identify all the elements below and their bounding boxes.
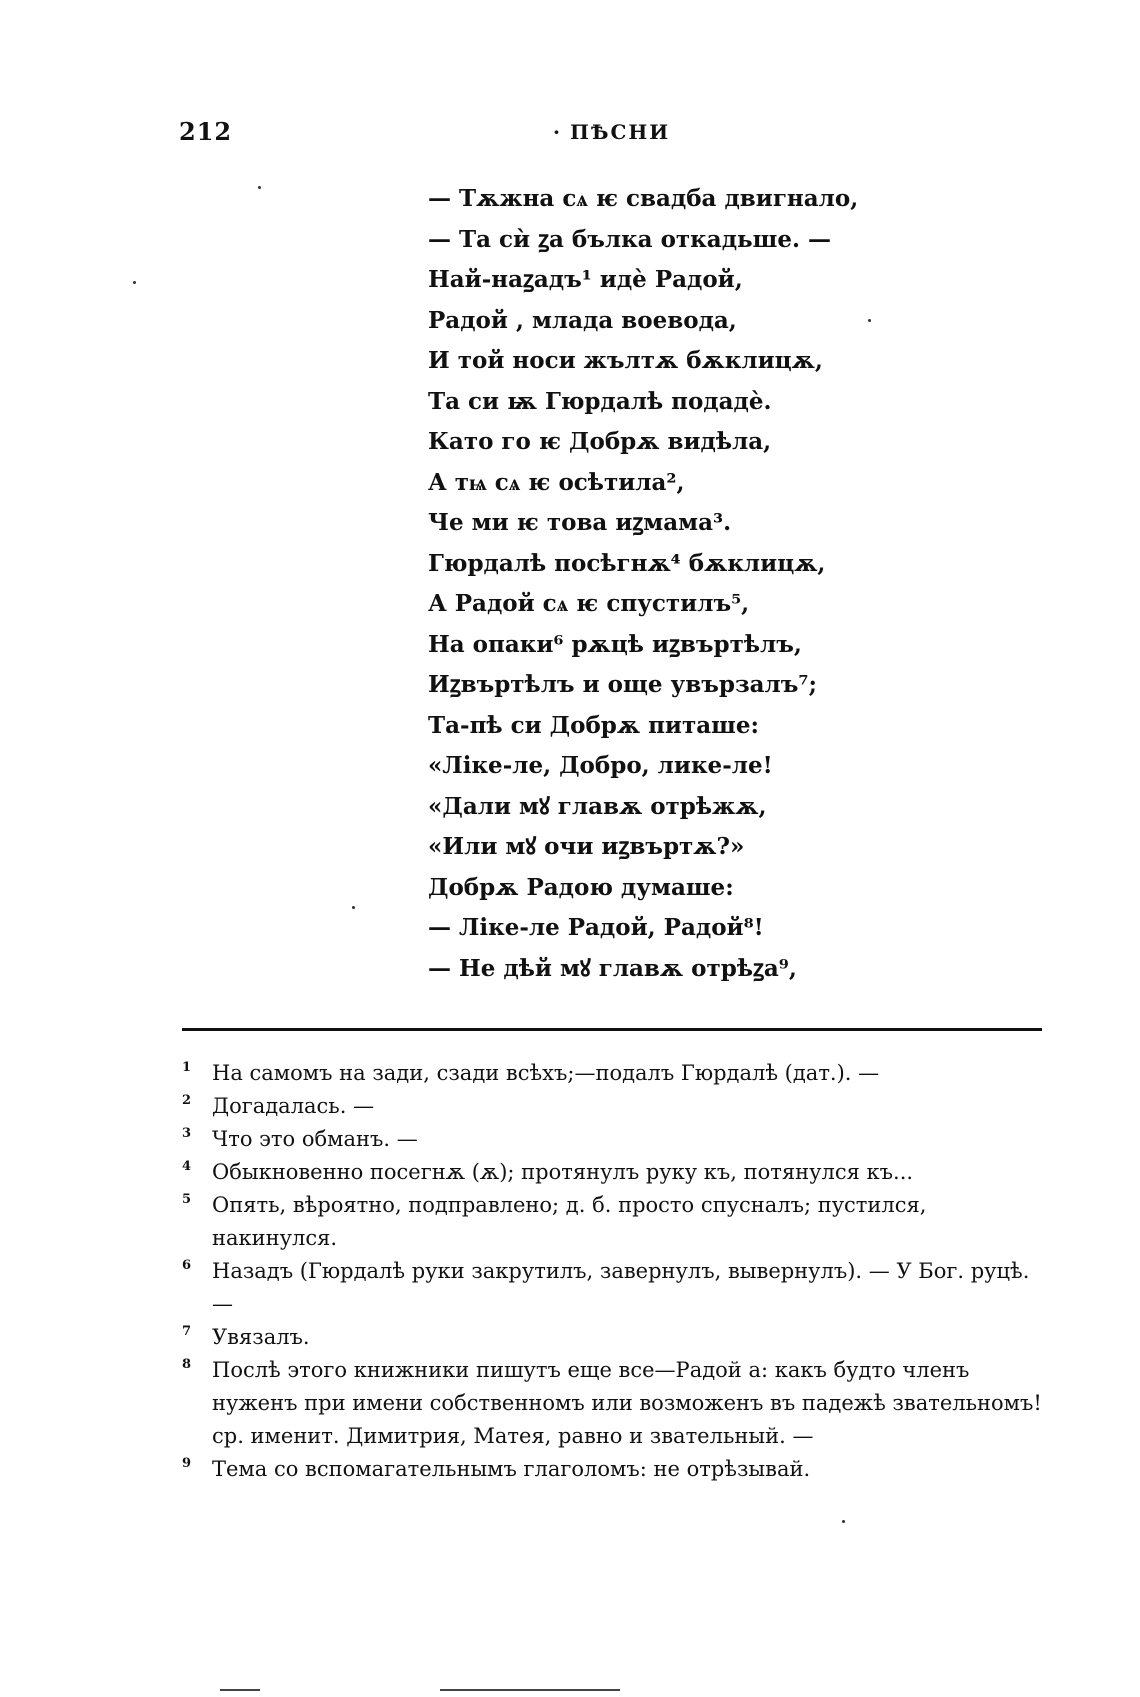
print-speck [868,319,871,322]
footnote-item [182,1354,1042,1453]
print-speck [133,281,136,284]
footnotes-block [182,1057,1042,1486]
footnote-item [182,1057,1042,1090]
footnote-number: 3 [182,1126,192,1141]
verse-line: Та-пѣ си Добрѫ питаше: [428,711,759,739]
footnote-number: 1 [182,1060,192,1075]
verse-line: «Ліке-ле, Добро, лике-ле! [428,752,773,779]
footnote-text: Назадъ (Гюрдалѣ руки закрутилъ, завернулъ, вывернулъ). — У Бог. руцѣ. — [212,1259,1030,1316]
poem-block [428,179,948,989]
footnote-number: 2 [182,1093,192,1108]
footnote-text: Что это обманъ. — [212,1127,418,1151]
verse-line: И той носи жълтѫ бѫклицѫ, [428,347,823,374]
print-speck [258,186,261,189]
verse-line: На опаки⁶ рѫцѣ иꙁвъртѣлъ, [428,630,802,658]
footnote-text: Обыкновенно посегнѫ (ѫ); протянулъ руку къ, потянулся къ... [212,1160,914,1184]
verse-line: — Тѫжна сѧ ѥ свадба двигнало, [428,185,859,212]
footnote-text: Послѣ этого книжники пишутъ еще все—Радой а: какъ будто членъ нуженъ при имени собственномъ или возможенъ въ падежѣ звательномъ! ср. именит. Димитрия, Матея, равно и звательный. — [212,1358,1042,1448]
running-head [553,120,670,144]
verse-line: Добрѫ Радою думаше: [428,873,734,901]
verse-line: Че ми ѥ това иꙁмама³. [428,509,732,536]
head-dot-decoration: · [553,120,562,144]
footnote-text: Опять, вѣроятно, подправлено; д. б. просто спусналъ; пустился, накинулся. [212,1193,927,1250]
verse-line: — Ліке-ле Радой, Радой⁸! [428,914,764,941]
footnote-number: 8 [182,1357,192,1372]
verse-line: «Или мꙋ очи иꙁвъртѫ?» [428,833,745,860]
footnote-item [182,1255,1042,1321]
footnote-number: 6 [182,1258,192,1273]
verse-line: Гюрдалѣ посѣгнѫ⁴ бѫклицѫ, [428,549,826,577]
verse-line: Иꙁвъртѣлъ и още увързалъ⁷; [428,671,817,698]
verse-line: «Дали мꙋ главѫ отрѣжѫ, [428,792,767,820]
running-head-title: ПѢСНИ [569,120,671,144]
footnote-item [182,1123,1042,1156]
footnote-item [182,1156,1042,1189]
verse-line: Радой , млада воевода, [428,306,737,334]
footnote-text: Увязалъ. [212,1325,310,1349]
footnote-number: 9 [182,1456,192,1471]
bottom-edge-mark [440,1689,620,1691]
footnote-text: Догадалась. — [212,1094,375,1118]
verse-line: Най-наꙁадъ¹ идѐ Радой, [428,266,743,293]
footnote-divider [182,1028,1042,1031]
page-number: 212 [179,117,233,146]
verse-line: — Та сѝ ꙁа бълка откадьше. — [428,225,832,253]
verse-line: — Не дѣй мꙋ главѫ отрѣꙁа⁹, [428,954,797,982]
footnote-item [182,1321,1042,1354]
bottom-edge-mark [220,1689,260,1691]
footnote-number: 5 [182,1192,192,1207]
verse-line: А тѩ сѧ ѥ осѣтила², [428,468,685,496]
verse-line: А Радой сѧ ѥ спустилъ⁵, [428,590,750,617]
print-speck [352,906,355,909]
verse-line: Като го ѥ Добрѫ видѣла, [428,428,772,455]
footnote-item [182,1090,1042,1123]
footnote-text: На самомъ на зади, сзади всѣхъ;—подалъ Гюрдалѣ (дат.). — [212,1061,880,1085]
footnote-text: Тема со вспомагательнымъ глаголомъ: не отрѣзывай. [212,1457,811,1481]
footnote-item [182,1453,1042,1486]
verse-line: Та си ѭ Гюрдалѣ подадѐ. [428,387,772,415]
footnote-number: 7 [182,1324,192,1339]
print-speck [842,1520,845,1523]
footnote-number: 4 [182,1159,192,1174]
footnote-item [182,1189,1042,1255]
